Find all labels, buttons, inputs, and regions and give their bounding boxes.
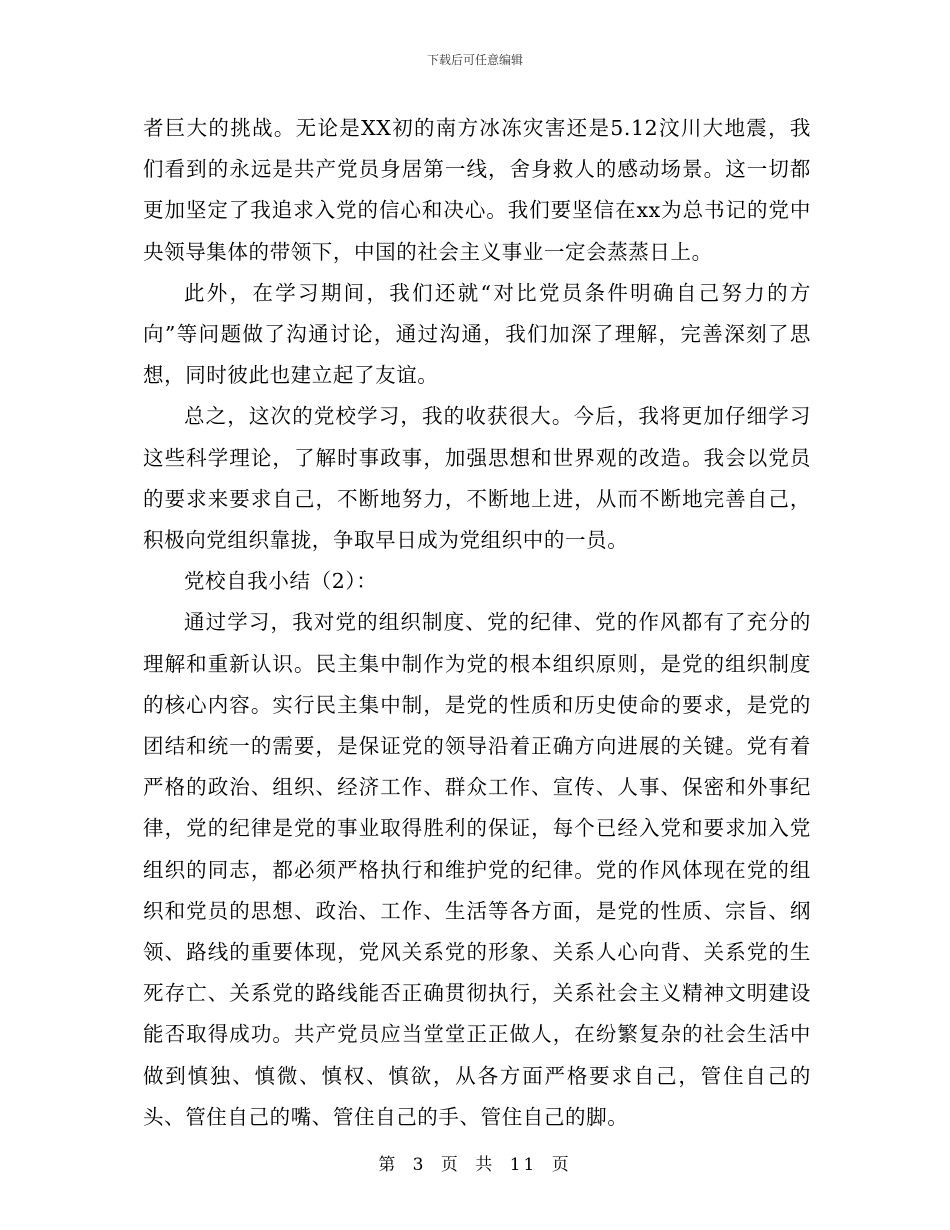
section-heading: 党校自我小结（2）： (184, 569, 378, 594)
page-header: 下载后可任意编辑 (426, 53, 523, 67)
page-number: 第 3 页 共 11 页 (378, 1155, 572, 1175)
paragraph-party-discipline: 通过学习，我对党的组织制度、党的纪律、党的作风都有了充分的理解和重新认识。民主集中制作为党的根本组织原则，是党的组织制度的核心内容。实行民主集中制，是党的性质和历史使命的要求，是党的团结和统一的需要，是保证党的领导沿着正确方向进展的关键。党有着严格的政治、组织、经济工作、群众工作、宣传、人事、保密和外事纪律，党的纪律是党的事业取得胜利的保证，每个已经入党和要求加入党组织的同志，都必须严格执行和维护党的纪律。党的作风体现在党的组织和党员的思想、政治、工作、生活等各方面，是党的性质、宗旨、纲领、路线的重要体现，党风关系党的形象、关系人心向背、关系党的生死存亡、关系党的路线能否正确贯彻执行，关系社会主义精神文明建设能否取得成功。共产党员应当堂堂正正做人，在纷繁复杂的社会生活中做到慎独、慎微、慎权、慎欲，从各方面严格要求自己，管住自己的头、管住自己的嘴、管住自己的手、管住自己的脚。 (143, 610, 811, 1129)
paragraph-summary: 总之，这次的党校学习，我的收获很大。今后，我将更加仔细学习这些科学理论，了解时事政事，加强思想和世界观的改造。我会以党员的要求来要求自己，不断地努力，不断地上进，从而不断地完善自己，积极向党组织靠拢，争取早日成为党组织中的一员。 (143, 404, 811, 553)
document-body (143, 108, 811, 1138)
paragraph-discussion: 此外，在学习期间，我们还就“对比党员条件明确自己努力的方向”等问题做了沟通讨论，通过沟通，我们加深了理解，完善深刻了思想，同时彼此也建立起了友谊。 (143, 280, 811, 388)
paragraph-continuation: 者巨大的挑战。无论是XX初的南方冰冻灾害还是5.12汶川大地震，我们看到的永远是共产党员身居第一线，舍身救人的感动场景。这一切都更加坚定了我追求入党的信心和决心。我们要坚信在xx为总书记的党中央领导集体的带领下，中国的社会主义事业一定会蒸蒸日上。 (143, 116, 811, 264)
